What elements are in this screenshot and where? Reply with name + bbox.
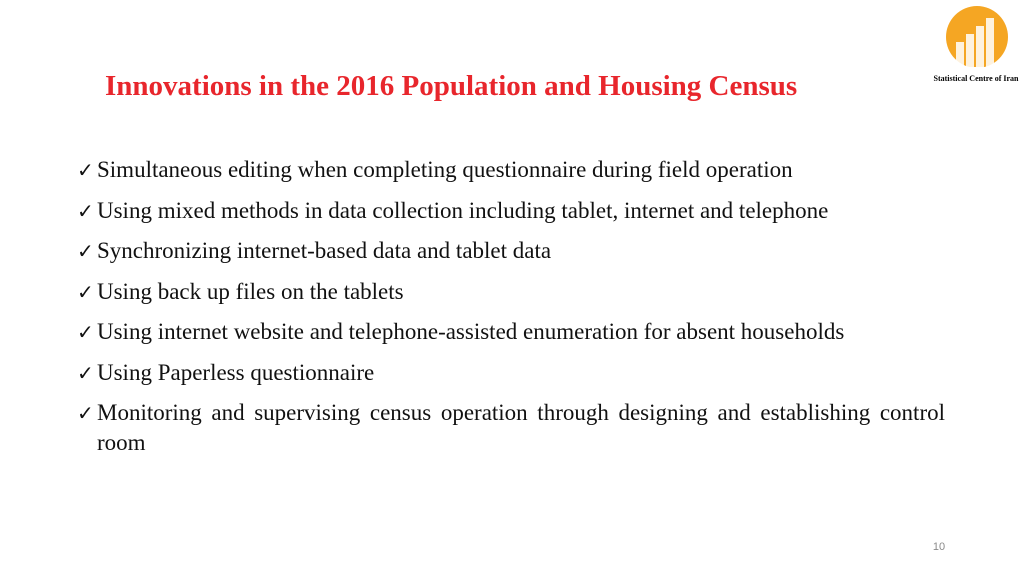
bullet-item <box>75 155 945 185</box>
checkmark-icon: ✓ <box>77 279 94 304</box>
bullet-item <box>75 236 945 266</box>
statistical-centre-logo <box>930 4 1022 86</box>
bullet-text: Simultaneous editing when completing questionnaire during field operation <box>97 157 793 182</box>
checkmark-icon: ✓ <box>77 320 94 344</box>
checkmark-icon: ✓ <box>77 239 94 263</box>
bullet-text: Using mixed methods in data collection including tablet, internet and telephone <box>97 197 829 223</box>
bullet-item <box>75 317 945 347</box>
bar-chart-circle-icon <box>946 4 1008 70</box>
bullet-text: Using internet website and telephone-assisted enumeration for absent households <box>97 319 845 344</box>
bullet-item <box>75 196 945 226</box>
page-number: 10 <box>932 541 946 553</box>
logo-caption: Statistical Centre of Iran <box>933 74 1019 83</box>
slide-title: Innovations in the 2016 Population and Housing Census <box>105 70 798 102</box>
checkmark-icon: ✓ <box>77 401 94 425</box>
bullet-item <box>75 398 945 458</box>
bullet-text: Using Paperless questionnaire <box>97 359 375 385</box>
bullet-item <box>75 277 945 307</box>
checkmark-icon: ✓ <box>77 198 94 223</box>
bullet-text: Using back up files on the tablets <box>97 278 404 304</box>
checkmark-icon: ✓ <box>77 158 94 182</box>
bullet-item <box>75 358 945 388</box>
bullet-text: Monitoring and supervising census operation through designing and establishing control room <box>97 400 945 455</box>
bullet-text: Synchronizing internet-based data and tablet data <box>97 238 552 263</box>
checkmark-icon: ✓ <box>77 360 94 385</box>
bullet-list <box>75 155 945 469</box>
